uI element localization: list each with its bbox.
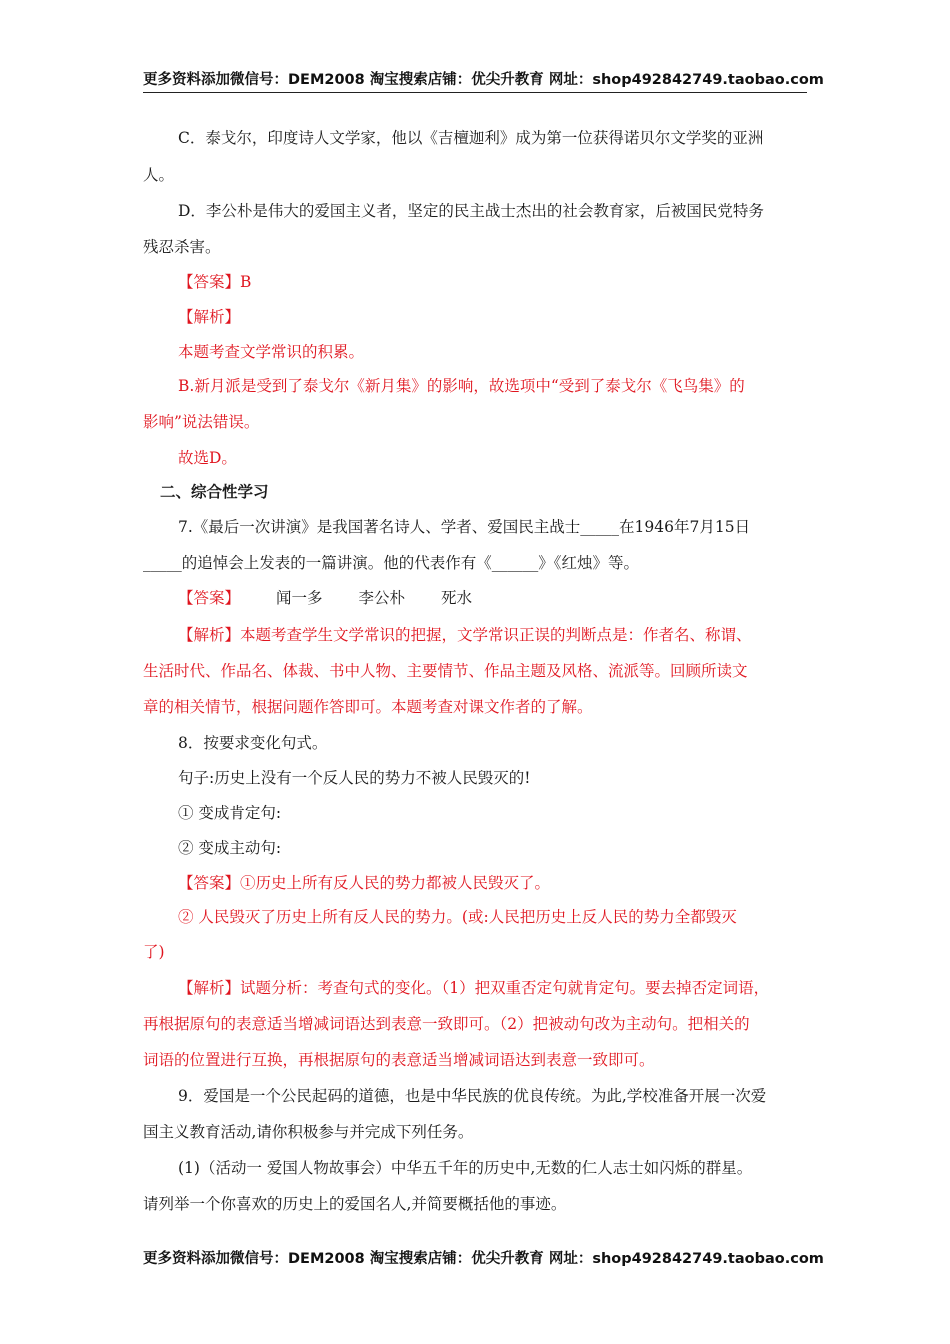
page-header: 更多资料添加微信号：DEM2008 淘宝搜索店铺：优尖升教育 网址：shop492842749.taobao.com: [143, 68, 807, 93]
q8-analysis-line2: 再根据原句的表意适当增减词语达到表意一致即可。（2）把被动句改为主动句。把相关的: [143, 1015, 750, 1033]
q8-analysis-line1: 【解析】试题分析：考查句式的变化。（1）把双重否定句就肯定句。要去掉否定词语，: [178, 979, 770, 997]
q7-analysis-line1: 【解析】本题考查学生文学常识的把握，文学常识正误的判断点是：作者名、称谓、: [178, 626, 752, 644]
q6-answer: 【答案】B: [178, 273, 252, 291]
q9-line1: 9．爱国是一个公民起码的道德，也是中华民族的优良传统。为此,学校准备开展一次爱: [178, 1087, 767, 1105]
q9-line2: 国主义教育活动,请你积极参与并完成下列任务。: [143, 1123, 474, 1141]
q7-line2: _____的追悼会上发表的一篇讲演。他的代表作有《______》《红烛》等。: [143, 554, 640, 572]
q7-line1: 7.《最后一次讲演》是我国著名诗人、学者、爱国民主战士_____在1946年7月15日: [178, 518, 751, 536]
q6-option-c-line1: C．泰戈尔，印度诗人文学家，他以《吉檀迦利》成为第一位获得诺贝尔文学奖的亚洲: [178, 129, 764, 147]
q7-analysis-line2: 生活时代、作品名、体裁、书中人物、主要情节、作品主题及风格、流派等。回顾所读文: [143, 662, 748, 680]
q8-task-1: ① 变成肯定句:: [178, 804, 282, 822]
q6-analysis-3: 故选D。: [178, 449, 237, 467]
q7-answer-label: 【答案】: [178, 589, 241, 607]
q7-analysis-line3: 章的相关情节，根据问题作答即可。本题考查对课文作者的了解。: [143, 698, 593, 716]
q8-answer-2-line1: ② 人民毁灭了历史上所有反人民的势力。(或:人民把历史上反人民的势力全都毁灭: [178, 908, 737, 926]
q6-analysis-1: 本题考查文学常识的积累。: [178, 343, 365, 361]
q6-option-c-line2: 人。: [143, 166, 175, 184]
page-footer: 更多资料添加微信号：DEM2008 淘宝搜索店铺：优尖升教育 网址：shop492842749.taobao.com: [143, 1251, 824, 1267]
q6-option-d-line2: 残忍杀害。: [143, 238, 221, 256]
q7-answer-1: 闻一多: [276, 589, 323, 607]
q6-analysis-2-line1: B.新月派是受到了泰戈尔《新月集》的影响，故选项中“受到了泰戈尔《飞鸟集》的: [178, 377, 745, 395]
q8-title: 8．按要求变化句式。: [178, 734, 328, 752]
q7-answer-3: 死水: [441, 589, 473, 607]
q8-sentence: 句子:历史上没有一个反人民的势力不被人民毁灭的!: [178, 769, 531, 787]
q6-analysis-2-line2: 影响”说法错误。: [143, 413, 260, 431]
q8-answer-2-line2: 了): [143, 943, 165, 961]
q6-option-d-line1: D．李公朴是伟大的爱国主义者，坚定的民主战士杰出的社会教育家，后被国民党特务: [178, 202, 764, 220]
q9-sub1-line1: (1)（活动一 爱国人物故事会）中华五千年的历史中,无数的仁人志士如闪烁的群星。: [178, 1159, 753, 1177]
q6-analysis-label: 【解析】: [178, 308, 241, 326]
q7-answer-2: 李公朴: [358, 589, 406, 607]
q9-sub1-line2: 请列举一个你喜欢的历史上的爱国名人,并简要概括他的事迹。: [143, 1195, 567, 1213]
q8-task-2: ② 变成主动句:: [178, 839, 282, 857]
q8-answer-1: 【答案】①历史上所有反人民的势力都被人民毁灭了。: [178, 874, 551, 892]
section-title: 二、综合性学习: [160, 483, 269, 501]
q7-answer: [178, 588, 472, 608]
q8-analysis-line3: 词语的位置进行互换，再根据原句的表意适当增减词语达到表意一致即可。: [143, 1051, 655, 1069]
